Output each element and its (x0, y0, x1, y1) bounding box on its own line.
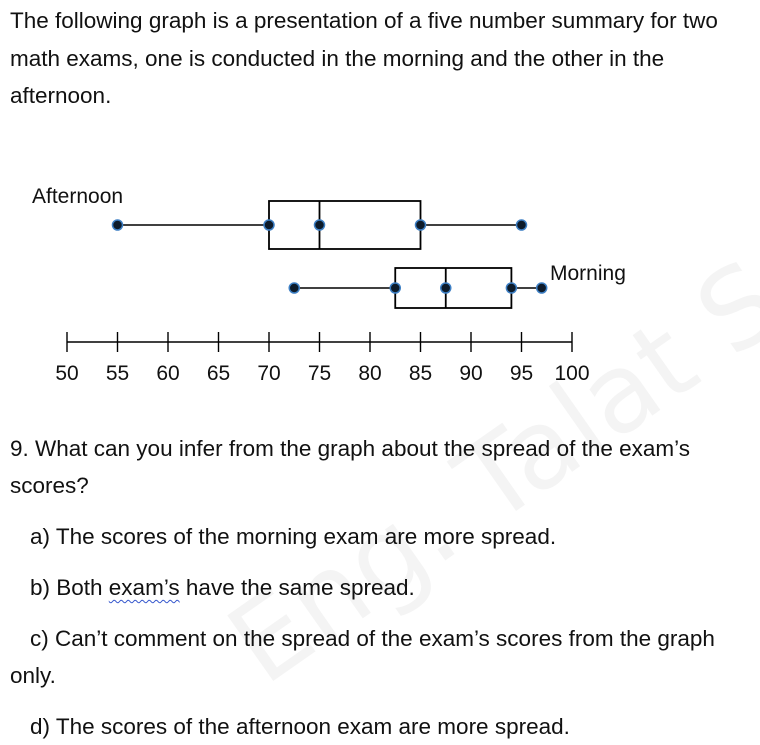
x-tick-label-85: 85 (408, 362, 433, 385)
morning-box (395, 268, 511, 308)
intro-text: The following graph is a presentation of a five number summary for two math exams, one is conducted in the morning and the other in the afternoon. (10, 8, 718, 108)
morning-q3-point (506, 283, 516, 293)
option-b-spellcheck-word: exam’s (108, 575, 180, 600)
morning-median-point (441, 283, 451, 293)
x-tick-label-75: 75 (307, 362, 332, 385)
question-stem: 9. What can you infer from the graph about the spread of the exam’s scores? (10, 436, 690, 498)
morning-max-point (537, 283, 547, 293)
afternoon-median-point (315, 220, 325, 230)
x-tick-label-60: 60 (156, 362, 180, 385)
option-d[interactable]: d) The scores of the afternoon exam are more spread. (30, 714, 570, 739)
option-b[interactable] (30, 569, 415, 606)
x-tick-label-90: 90 (459, 362, 483, 385)
x-tick-label-95: 95 (509, 362, 534, 385)
morning-label: Morning (550, 262, 626, 285)
box-plot-chart (0, 150, 760, 390)
afternoon-box (269, 201, 421, 249)
option-b-suffix: have the same spread. (179, 575, 415, 600)
x-tick-label-80: 80 (358, 362, 382, 385)
afternoon-min-point (113, 220, 123, 230)
option-a[interactable]: a) The scores of the morning exam are more spread. (30, 524, 557, 549)
x-tick-label-70: 70 (257, 362, 281, 385)
x-tick-label-100: 100 (554, 362, 590, 385)
x-tick-label-50: 50 (55, 362, 79, 385)
afternoon-q1-point (264, 220, 274, 230)
morning-min-point (289, 283, 299, 293)
x-tick-label-65: 65 (206, 362, 231, 385)
afternoon-label: Afternoon (32, 185, 124, 208)
afternoon-q3-point (416, 220, 426, 230)
option-c[interactable]: c) Can’t comment on the spread of the exam’s scores from the graph only. (10, 626, 715, 688)
afternoon-max-point (517, 220, 527, 230)
x-tick-label-55: 55 (105, 362, 130, 385)
option-b-prefix: b) Both (30, 575, 109, 600)
morning-q1-point (390, 283, 400, 293)
